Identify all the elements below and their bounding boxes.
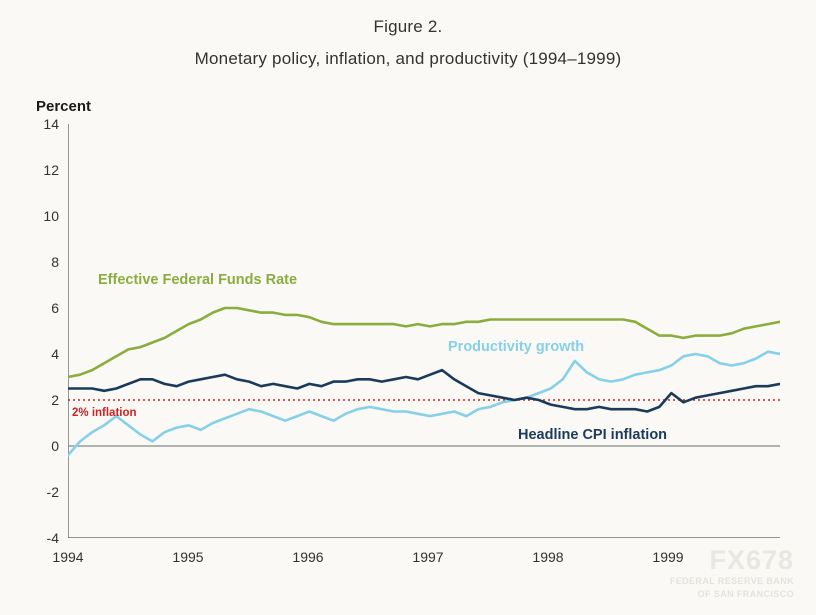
y-tick-14: 14 <box>43 116 59 132</box>
y-tick-2: 2 <box>51 392 59 408</box>
watermark-org-line2: OF SAN FRANCISCO <box>697 589 794 600</box>
watermark <box>669 544 794 601</box>
figure-number: Figure 2. <box>373 17 443 36</box>
x-tick-1999: 1999 <box>652 549 684 565</box>
figure-title-block <box>0 0 816 73</box>
inflation-target-annotation: 2% inflation <box>72 407 137 419</box>
x-tick-1995: 1995 <box>172 549 204 565</box>
y-tick-10: 10 <box>43 208 59 224</box>
series-label-fed-funds: Effective Federal Funds Rate <box>98 272 298 288</box>
series-label-cpi: Headline CPI inflation <box>518 427 668 443</box>
series-label-productivity: Productivity growth <box>448 339 585 355</box>
y-tick-neg4: -4 <box>46 530 59 546</box>
x-tick-1997: 1997 <box>412 549 444 565</box>
y-tick-0: 0 <box>51 438 59 454</box>
y-axis-unit-label: Percent <box>36 98 92 115</box>
y-tick-6: 6 <box>51 300 59 316</box>
x-tick-1994: 1994 <box>52 549 84 565</box>
y-tick-4: 4 <box>51 346 59 362</box>
y-tick-neg2: -2 <box>46 484 59 500</box>
figure-caption: Monetary policy, inflation, and productivity (1994–1999) <box>194 49 622 69</box>
y-tick-12: 12 <box>43 162 59 178</box>
watermark-org-line1: FEDERAL RESERVE BANK <box>669 575 794 586</box>
x-tick-1998: 1998 <box>532 549 564 565</box>
chart-canvas <box>68 124 780 538</box>
y-tick-8: 8 <box>51 254 59 270</box>
watermark-logo-text: FX678 <box>709 544 794 575</box>
x-tick-1996: 1996 <box>292 549 324 565</box>
